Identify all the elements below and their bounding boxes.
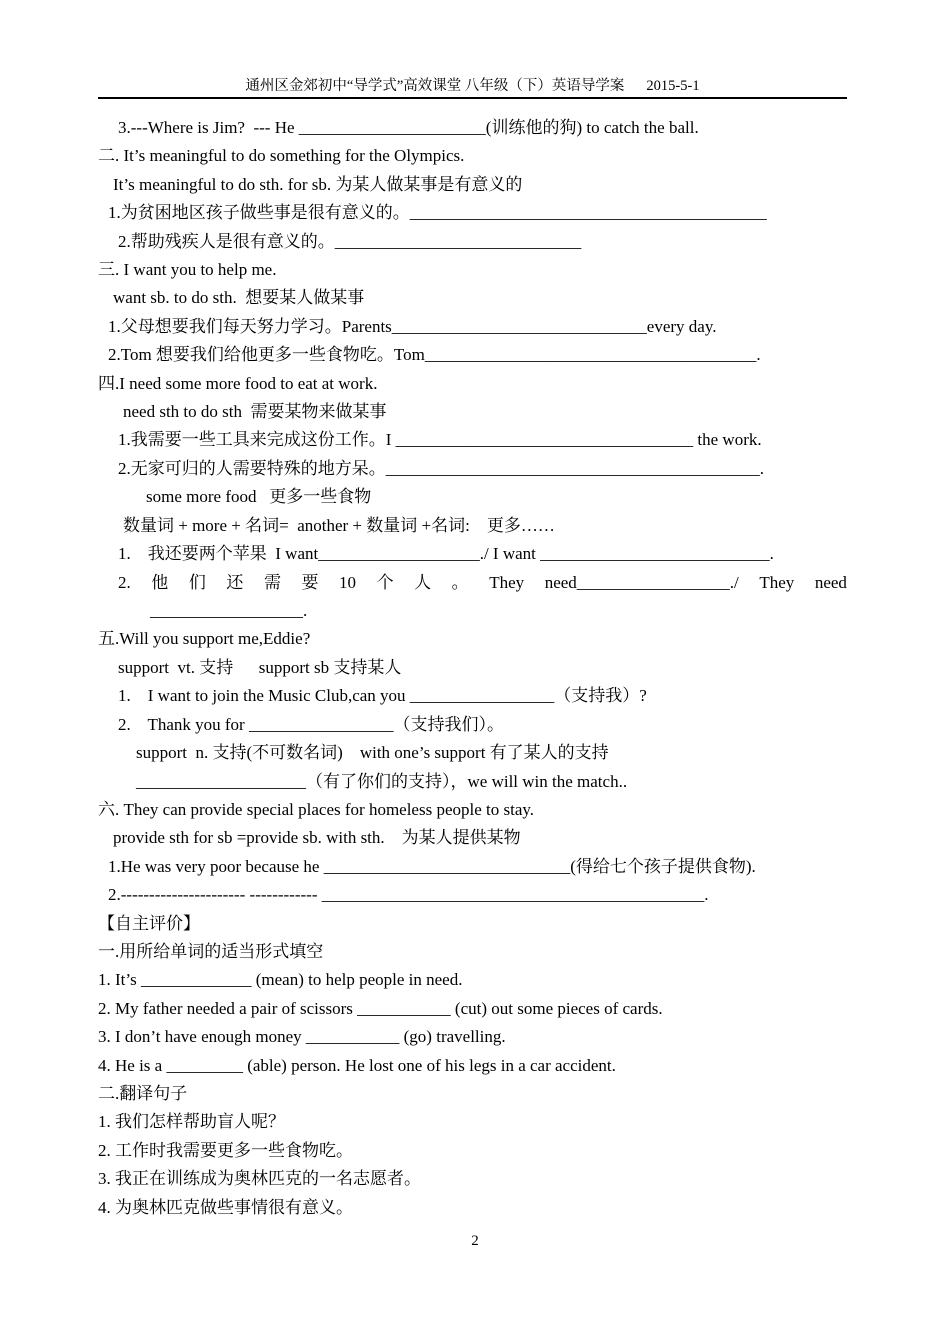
exercise-5-1: 1. I want to join the Music Club,can you _________________（支持我）? [118,686,647,705]
fill-in-2: 2. My father needed a pair of scissors ___________ (cut) out some pieces of cards. [98,999,663,1018]
self-assessment-heading: 【自主评价】 [98,914,200,933]
exercise-6-2: 2.---------------------- ------------ _____________________________________________. [108,885,709,904]
word: 还 [226,573,244,592]
exercise-4-1: 1.我需要一些工具来完成这份工作。I ___________________________________ the work. [118,430,762,449]
exercise-6-1: 1.He was very poor because he _____________________________(得给七个孩子提供食物). [108,857,756,876]
word: 。 [451,573,469,592]
line-1: 3.---Where is Jim? --- He ______________________(训练他的狗) to catch the ball. [118,118,699,137]
section-5-heading: 五.Will you support me,Eddie? [98,629,311,648]
fill-in-3: 3. I don’t have enough money ___________ (go) travelling. [98,1027,506,1046]
part-2-heading: 二.翻译句子 [98,1084,188,1103]
section-6-heading: 六. They can provide special places for homeless people to stay. [98,800,535,819]
word: They [489,573,525,592]
exercise-2-1: 1.为贫困地区孩子做些事是很有意义的。__________________________________________ [108,203,767,222]
header-date: 2015-5-1 [646,78,700,94]
page-header [98,76,847,96]
translate-3: 3. 我正在训练成为奥林匹克的一名志愿者。 [98,1169,421,1188]
word: 2. [118,573,131,592]
word: 他 [151,573,169,592]
section-3-heading: 三. I want you to help me. [98,260,277,279]
word: need [814,573,847,592]
exercise-4-3: 1. 我还要两个苹果 I want___________________./ I want ___________________________. [118,544,774,563]
phrase-meaningful: It’s meaningful to do sth. for sb. 为某人做某事是有意义的 [113,175,523,194]
exercise-2-2: 2.帮助残疾人是很有意义的。_____________________________ [118,232,582,251]
phrase-provide: provide sth for sb =provide sb. with sth. 为某人提供某物 [113,828,521,847]
phrase-some-more-food: some more food 更多一些食物 [146,487,372,506]
word: 们 [188,573,206,592]
translate-2: 2. 工作时我需要更多一些食物吃。 [98,1141,353,1160]
word: They [759,573,795,592]
exercise-4-4-cont: __________________. [150,601,308,620]
phrase-want: want sb. to do sth. 想要某人做某事 [113,288,365,307]
translate-4: 4. 为奥林匹克做些事情很有意义。 [98,1198,353,1217]
exercise-4-2: 2.无家可归的人需要特殊的地方呆。____________________________________________. [118,459,764,478]
exercise-3-1: 1.父母想要我们每天努力学习。Parents______________________________every day. [108,317,717,336]
section-4-heading: 四.I need some more food to eat at work. [98,374,378,393]
phrase-quantifier: 数量词 + more + 名词= another + 数量词 +名词: 更多…… [123,516,555,535]
fill-in-4: 4. He is a _________ (able) person. He lost one of his legs in a car accident. [98,1056,616,1075]
word: 人 [414,573,432,592]
part-1-heading: 一.用所给单词的适当形式填空 [98,942,324,961]
phrase-support-n: support n. 支持(不可数名词) with one’s support 有了某人的支持 [136,743,609,762]
page-number: 2 [471,1233,479,1249]
exercise-3-2: 2.Tom 想要我们给他更多一些食物吃。Tom_______________________________________. [108,345,761,364]
header-rule [98,97,847,99]
section-2-heading: 二. It’s meaningful to do something for the Olympics. [98,146,465,165]
phrase-support-vt: support vt. 支持 support sb 支持某人 [118,658,402,677]
word: 10 [339,573,357,592]
phrase-need: need sth to do sth 需要某物来做某事 [123,402,387,421]
translate-1: 1. 我们怎样帮助盲人呢？ [98,1112,285,1131]
word: 个 [376,573,394,592]
fill-in-1: 1. It’s _____________ (mean) to help people in need. [98,970,463,989]
word: need__________________./ [544,573,739,592]
word: 要 [301,573,319,592]
exercise-5-3: ____________________（有了你们的支持），we will win the match.. [136,772,628,791]
header-title: 通州区金郊初中“导学式”高效课堂 八年级（下）英语导学案 [245,78,625,94]
exercise-5-2: 2. Thank you for _________________（支持我们）。 [118,715,504,734]
exercise-4-4 [118,572,847,594]
word: 需 [263,573,281,592]
